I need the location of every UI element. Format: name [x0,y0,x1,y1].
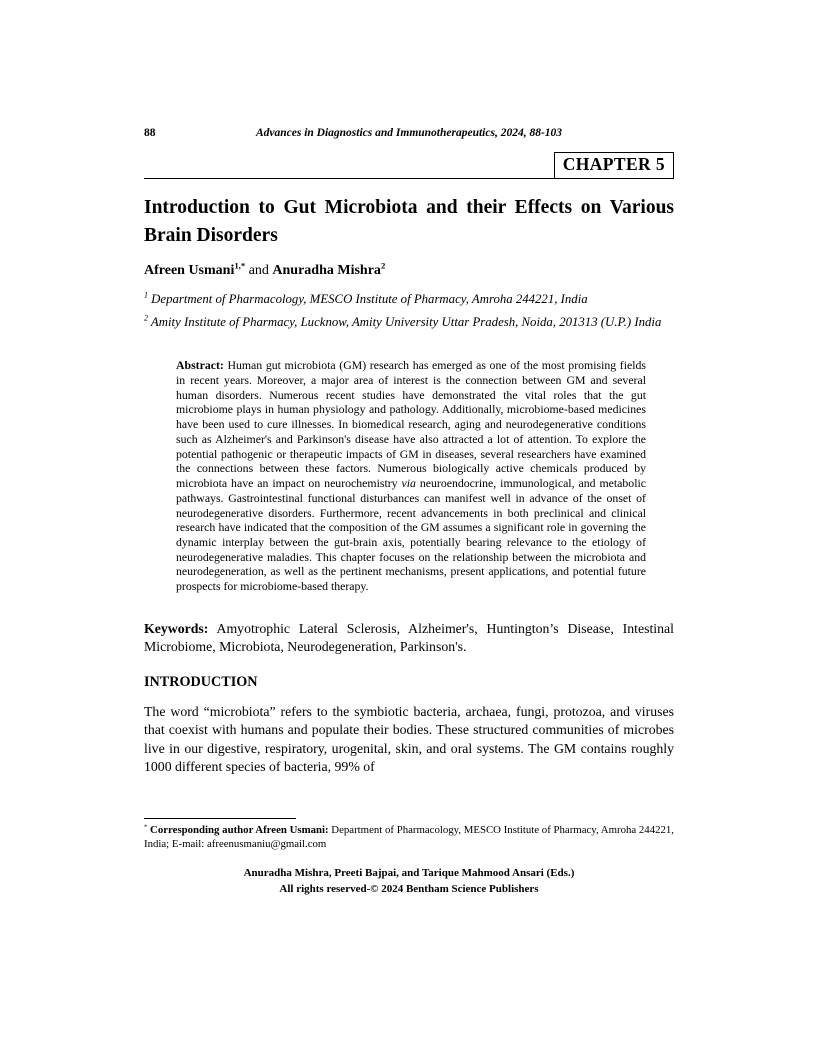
chapter-rule [144,152,674,179]
footnote-text: Department of Pharmacology, MESCO Institute of Pharmacy, Amroha 244221, India; E-mail: afreenusmaniu@gmail.com [144,824,674,851]
publisher-editors-line: Anuradha Mishra, Preeti Bajpai, and Tarique Mahmood Ansari (Eds.) [243,866,575,879]
abstract-paragraph [176,358,646,594]
chapter-label: CHAPTER 5 [554,152,674,179]
footnote-block [144,818,674,898]
introduction-heading: INTRODUCTION [144,673,258,690]
affiliation-2-superscript: 2 [144,314,148,324]
corresponding-author-footnote [144,823,674,852]
page-content [144,127,674,777]
abstract-via-italic: via [401,476,416,491]
footnote-bold-part: Corresponding author Afreen Usmani: [147,824,329,836]
keywords-paragraph [144,620,674,657]
authors-line [144,260,674,279]
abstract-text-after-via: neuroendocrine, immunological, and metabolic pathways. Gastrointestinal functional disturbances can manifest well in advance of the onset of neurodegenerative disorders. Furthermore, recent advancements in both preclinical and clinical research have indicated that the composition of the GM assumes a significant role in governing the dynamic interplay between the gut-brain axis, potentially bearing relevance to the etiology of neurodegenerative maladies. This chapter focuses on the relationship between the microbiota and neurodegeneration, as well as the pertinent mechanisms, present applications, and potential future prospects for microbiome-based therapy. [176,476,646,594]
page-number: 88 [144,127,156,139]
footnote-rule [144,818,296,819]
author-2-name: Anuradha Mishra [272,263,381,279]
author-1-superscript: 1,* [234,260,246,271]
running-title: Advances in Diagnostics and Immunotherapeutics, 2024, 88-103 [255,127,563,139]
abstract-label: Abstract: [176,358,224,373]
chapter-title: Introduction to Gut Microbiota and their Effects on Various Brain Disorders [144,197,674,246]
authors-connector: and [245,263,273,279]
author-1-name: Afreen Usmani [144,263,235,279]
running-header [144,127,674,139]
affiliation-2-text: Amity Institute of Pharmacy, Lucknow, Amity University Uttar Pradesh, Noida, 201313 (U.P.) India [147,315,662,330]
introduction-paragraph: The word “microbiota” refers to the symbiotic bacteria, archaea, fungi, protozoa, and viruses that coexist with humans and populate their bodies. These structured communities of microbes live in our digestive, respiratory, urogenital, skin, and oral systems. The GM contains roughly 1000 different species of bacteria, 99% of [144,703,674,775]
publisher-rights-line: All rights reserved-© 2024 Bentham Science Publishers [279,883,539,895]
affiliation-1-superscript: 1 [144,291,148,301]
keywords-text: Amyotrophic Lateral Sclerosis, Alzheimer's, Huntington’s Disease, Intestinal Microbiome, Microbiota, Neurodegeneration, Parkinson's. [144,620,674,655]
affiliation-2 [144,314,674,332]
abstract-text-before-via: Human gut microbiota (GM) research has emerged as one of the most promising fields in recent years. Moreover, a major area of interest is the connection between GM and several human disorders. Numerous recent studies have demonstrated the vital roles that the gut microbiome plays in human physiology and pathology. Additionally, microbiome-based medicines have been used to cure illnesses. In biomedical research, aging and neurodegenerative conditions such as Alzheimer's and Parkinson's disease have also attracted a lot of attention. To explore the potential pathogenic or therapeutic impacts of GM in diseases, several researchers have examined the connections between these factors. Numerous biologically active chemicals produced by microbiota have an impact on neurochemistry [176,358,646,491]
footnote-marker: * [144,823,148,831]
publisher-footer [144,865,674,898]
author-2-superscript: 2 [380,260,386,271]
affiliation-1 [144,291,674,309]
affiliation-1-text: Department of Pharmacology, MESCO Institute of Pharmacy, Amroha 244221, India [147,292,588,307]
keywords-label: Keywords: [144,620,209,636]
